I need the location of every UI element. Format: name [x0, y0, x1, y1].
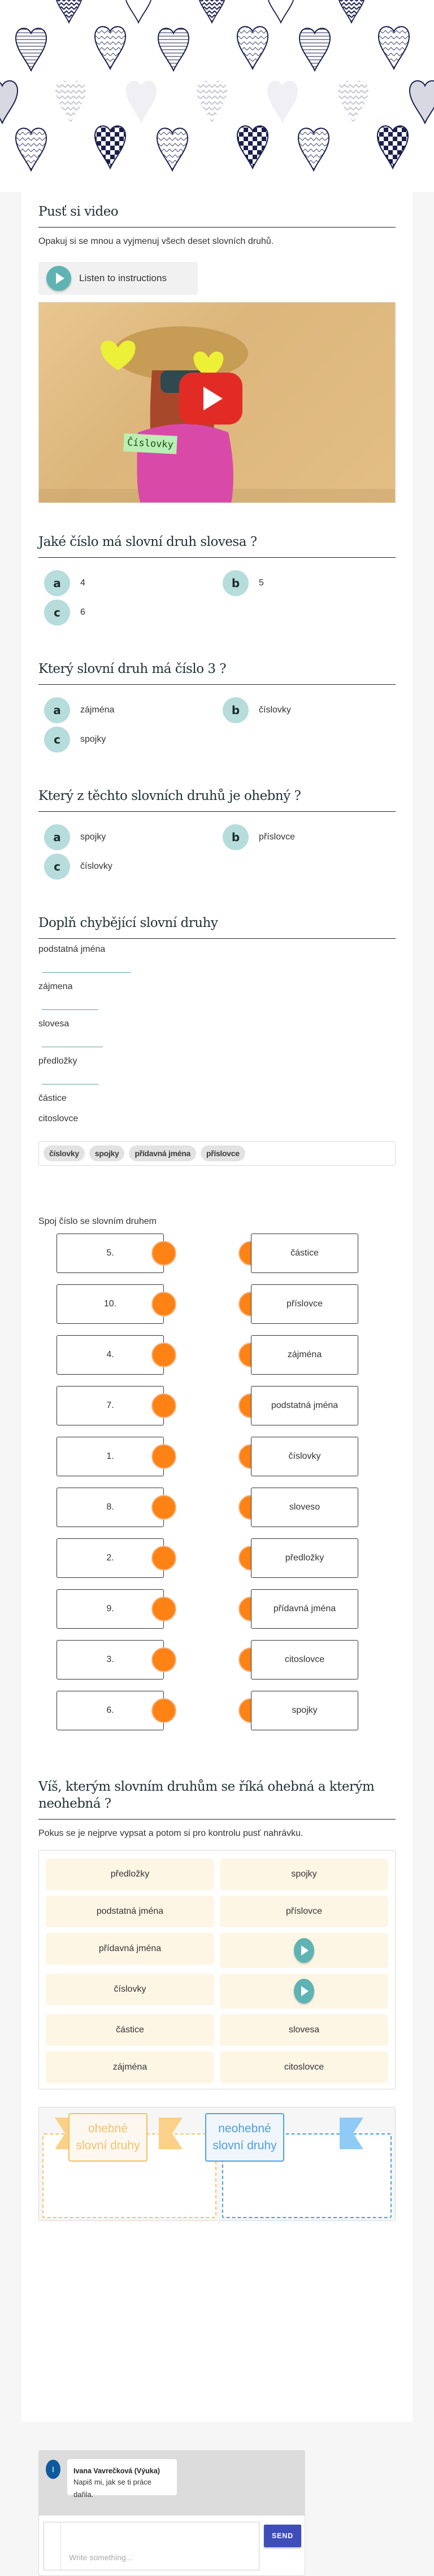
question-title: Jaké číslo má slovní druh slovesa ?	[38, 533, 396, 558]
option-badge: a	[44, 570, 70, 596]
sort-card-label: zájména	[112, 2062, 147, 2072]
blank-drop-slot[interactable]	[42, 1083, 98, 1084]
chat-message	[67, 2459, 177, 2499]
option-c[interactable]	[44, 854, 112, 880]
blank-drop-slot[interactable]	[42, 1046, 103, 1047]
ribbon-icon	[340, 2118, 363, 2149]
quiz-question-1	[38, 533, 396, 627]
option-badge: b	[223, 570, 249, 596]
option-text: 5	[259, 578, 264, 588]
sort-card-label: citoslovce	[284, 2062, 324, 2072]
match-left-label: 6.	[106, 1705, 114, 1715]
sort-card-label: číslovky	[114, 1984, 146, 1994]
quiz-question-3	[38, 788, 396, 881]
match-left-label: 5.	[106, 1248, 114, 1258]
sort-card[interactable]	[46, 1858, 214, 1890]
word-bank	[38, 1141, 396, 1166]
fill-item: citoslovce	[38, 1114, 79, 1123]
blank-drop-slot[interactable]	[42, 1009, 98, 1010]
worksheet-page	[21, 186, 413, 2540]
listen-label: Listen to instructions	[79, 273, 167, 283]
option-badge: c	[44, 727, 70, 753]
option-badge: b	[223, 697, 249, 723]
option-badge: a	[44, 697, 70, 723]
match-row	[38, 1234, 396, 1273]
match-row	[38, 1538, 396, 1578]
sorting-grid	[38, 1850, 396, 2089]
match-right-item[interactable]	[251, 1284, 358, 1324]
match-left-item[interactable]	[57, 1437, 164, 1476]
match-right-item[interactable]	[251, 1234, 358, 1273]
match-left-label: 4.	[106, 1350, 114, 1359]
quiz-question-2	[38, 661, 396, 754]
match-left-item[interactable]	[57, 1234, 164, 1273]
match-left-item[interactable]	[57, 1284, 164, 1324]
option-text: číslovky	[80, 861, 112, 871]
match-left-item[interactable]	[57, 1538, 164, 1578]
match-right-item[interactable]	[251, 1589, 358, 1629]
question-title: Který z těchto slovních druhů je ohebný ?	[38, 788, 396, 812]
fill-item: zájmena	[38, 982, 73, 991]
sort-card[interactable]	[220, 2014, 388, 2046]
match-right-label: zájména	[287, 1350, 322, 1359]
match-right-item[interactable]	[251, 1386, 358, 1425]
match-row	[38, 1284, 396, 1324]
avatar: I	[46, 2460, 60, 2479]
fill-item: částice	[38, 1094, 67, 1103]
connector-dot-left[interactable]	[151, 1698, 176, 1723]
word-chip[interactable]: číslovky	[44, 1145, 85, 1161]
play-icon[interactable]	[294, 1979, 314, 2004]
match-row	[38, 1589, 396, 1629]
match-row	[38, 1691, 396, 1730]
options	[38, 570, 396, 627]
word-chip[interactable]: příslovce	[201, 1145, 245, 1161]
options	[38, 697, 396, 754]
heart-pattern-image	[0, 0, 434, 192]
match-left-label: 3.	[106, 1655, 114, 1664]
connector-dot-left[interactable]	[151, 1241, 176, 1266]
option-text: 6	[80, 607, 85, 617]
option-b[interactable]	[223, 570, 264, 596]
connector-dot-left[interactable]	[151, 1292, 176, 1317]
sort-card-label: slovesa	[288, 2025, 320, 2035]
chat-input-box	[44, 2522, 259, 2570]
match-right-label: podstatná jména	[271, 1401, 338, 1410]
fill-in-list	[38, 943, 396, 1125]
options	[38, 824, 396, 881]
option-text: spojky	[80, 832, 106, 842]
sort-card[interactable]	[46, 2014, 214, 2046]
video-player[interactable]	[38, 302, 396, 503]
listen-to-instructions-button[interactable]	[38, 262, 198, 295]
heart-pattern-banner	[0, 0, 434, 192]
question-title: Který slovní druh má číslo 3 ?	[38, 661, 396, 685]
option-text: spojky	[80, 734, 106, 744]
match-right-item[interactable]	[251, 1691, 358, 1730]
sort-card[interactable]	[220, 1858, 388, 1890]
sort-card-label: podstatná jména	[96, 1906, 164, 1916]
sorting-section	[38, 1778, 396, 2089]
sort-card-audio[interactable]	[220, 1933, 388, 1968]
fill-item: podstatná jména	[38, 944, 106, 954]
match-left-label: 9.	[106, 1604, 114, 1613]
match-left-item[interactable]	[57, 1589, 164, 1629]
sort-card[interactable]	[220, 2052, 388, 2083]
message-text: Napiš mi, jak se ti práce dařila.	[73, 2478, 151, 2499]
matching-section	[38, 1217, 396, 1725]
sort-card[interactable]	[46, 1974, 214, 2005]
sorting-buckets	[38, 2107, 396, 2221]
youtube-play-icon[interactable]	[179, 373, 242, 425]
fill-item: předložky	[38, 1056, 77, 1066]
section-title: Spoj číslo se slovním druhem	[38, 1217, 157, 1226]
match-right-item[interactable]	[251, 1437, 358, 1476]
connector-dot-left[interactable]	[151, 1444, 176, 1469]
match-row	[38, 1386, 396, 1425]
message-author: Ivana Vavrečková (Výuka)	[73, 2467, 160, 2475]
play-icon	[46, 266, 71, 291]
fill-item: slovesa	[38, 1019, 70, 1029]
match-right-item[interactable]	[251, 1538, 358, 1578]
chat-messages	[39, 2451, 305, 2516]
match-left-item[interactable]	[57, 1691, 164, 1730]
option-badge: b	[223, 824, 249, 850]
chat-message-input[interactable]	[61, 2522, 259, 2570]
match-left-label: 2.	[106, 1553, 114, 1563]
sort-card-label: přídavná jména	[98, 1944, 162, 1953]
match-left-label: 1.	[106, 1451, 114, 1461]
sort-card-label: příslovce	[285, 1906, 323, 1916]
option-a[interactable]	[44, 697, 114, 723]
option-badge: c	[44, 600, 70, 626]
match-right-label: příslovce	[286, 1299, 323, 1309]
option-text: číslovky	[259, 705, 291, 715]
match-left-label: 10.	[103, 1299, 117, 1309]
match-row	[38, 1437, 396, 1476]
match-left-label: 7.	[106, 1401, 114, 1410]
sort-card[interactable]	[46, 1896, 214, 1927]
match-right-label: citoslovce	[284, 1655, 325, 1664]
connector-dot-left[interactable]	[151, 1393, 176, 1418]
fill-in-section	[38, 915, 396, 1166]
match-row	[38, 1335, 396, 1375]
match-left-item[interactable]	[57, 1335, 164, 1375]
match-left-item[interactable]	[57, 1386, 164, 1425]
sort-card-label: částice	[116, 2025, 144, 2035]
match-row	[38, 1488, 396, 1527]
option-text: 4	[80, 578, 85, 588]
section-description: Pokus se je nejprve vypsat a potom si pro kontrolu pusť nahrávku.	[38, 1829, 303, 1838]
section-description: Opakuj si se mnou a vyjmenuj všech deset slovních druhů.	[38, 237, 274, 246]
match-right-item[interactable]	[251, 1640, 358, 1680]
sort-card[interactable]	[46, 1933, 214, 1965]
connector-dot-left[interactable]	[151, 1597, 176, 1621]
sort-card[interactable]	[46, 2052, 214, 2083]
sort-card-label: spojky	[291, 1869, 317, 1879]
match-right-label: číslovky	[288, 1451, 321, 1461]
option-b[interactable]	[223, 697, 291, 723]
bucket-label-ohebne: ohebné slovní druhy	[68, 2113, 147, 2162]
match-left-item[interactable]	[57, 1488, 164, 1527]
match-right-label: přídavná jména	[273, 1604, 336, 1613]
option-b[interactable]	[223, 824, 295, 850]
match-right-label: předložky	[285, 1553, 324, 1563]
match-left-label: 8.	[106, 1502, 114, 1512]
match-row	[38, 1640, 396, 1680]
video-section	[38, 203, 396, 295]
video-caption: Číslovky	[123, 434, 177, 454]
sort-card-audio[interactable]	[220, 1974, 388, 2009]
match-left-item[interactable]	[57, 1640, 164, 1680]
sort-card[interactable]	[220, 1896, 388, 1927]
send-button[interactable]: SEND	[264, 2525, 301, 2547]
chat-panel	[38, 2450, 305, 2576]
match-right-item[interactable]	[251, 1335, 358, 1375]
connector-dot-left[interactable]	[151, 1342, 176, 1367]
option-text: zájména	[80, 705, 115, 715]
option-c[interactable]	[44, 727, 106, 753]
sort-card-label: předložky	[110, 1869, 150, 1879]
input-gutter	[44, 2522, 61, 2570]
option-text: příslovce	[259, 832, 296, 842]
bucket-label-neohebne: neohebné slovní druhy	[205, 2113, 284, 2162]
ribbon-icon	[159, 2118, 183, 2149]
word-chip[interactable]: spojky	[89, 1145, 125, 1161]
play-icon[interactable]	[294, 1938, 314, 1963]
option-a[interactable]	[44, 824, 106, 850]
match-right-label: částice	[290, 1248, 319, 1258]
connector-dot-left[interactable]	[151, 1647, 176, 1672]
word-chip[interactable]: přídavná jména	[129, 1145, 196, 1161]
option-badge: c	[44, 854, 70, 880]
section-title: Pusť si video	[38, 203, 396, 228]
section-title: Víš, kterým slovním druhům se říká ohebná a kterým neohebná ?	[38, 1778, 396, 1820]
option-c[interactable]	[44, 600, 85, 626]
match-right-item[interactable]	[251, 1488, 358, 1527]
option-a[interactable]	[44, 570, 85, 596]
connector-dot-left[interactable]	[151, 1546, 176, 1571]
section-title: Doplň chybějící slovní druhy	[38, 915, 396, 939]
connector-dot-left[interactable]	[151, 1495, 176, 1520]
match-right-label: spojky	[292, 1705, 318, 1715]
match-right-label: sloveso	[289, 1502, 320, 1512]
blank-drop-slot[interactable]	[42, 972, 131, 973]
option-badge: a	[44, 824, 70, 850]
